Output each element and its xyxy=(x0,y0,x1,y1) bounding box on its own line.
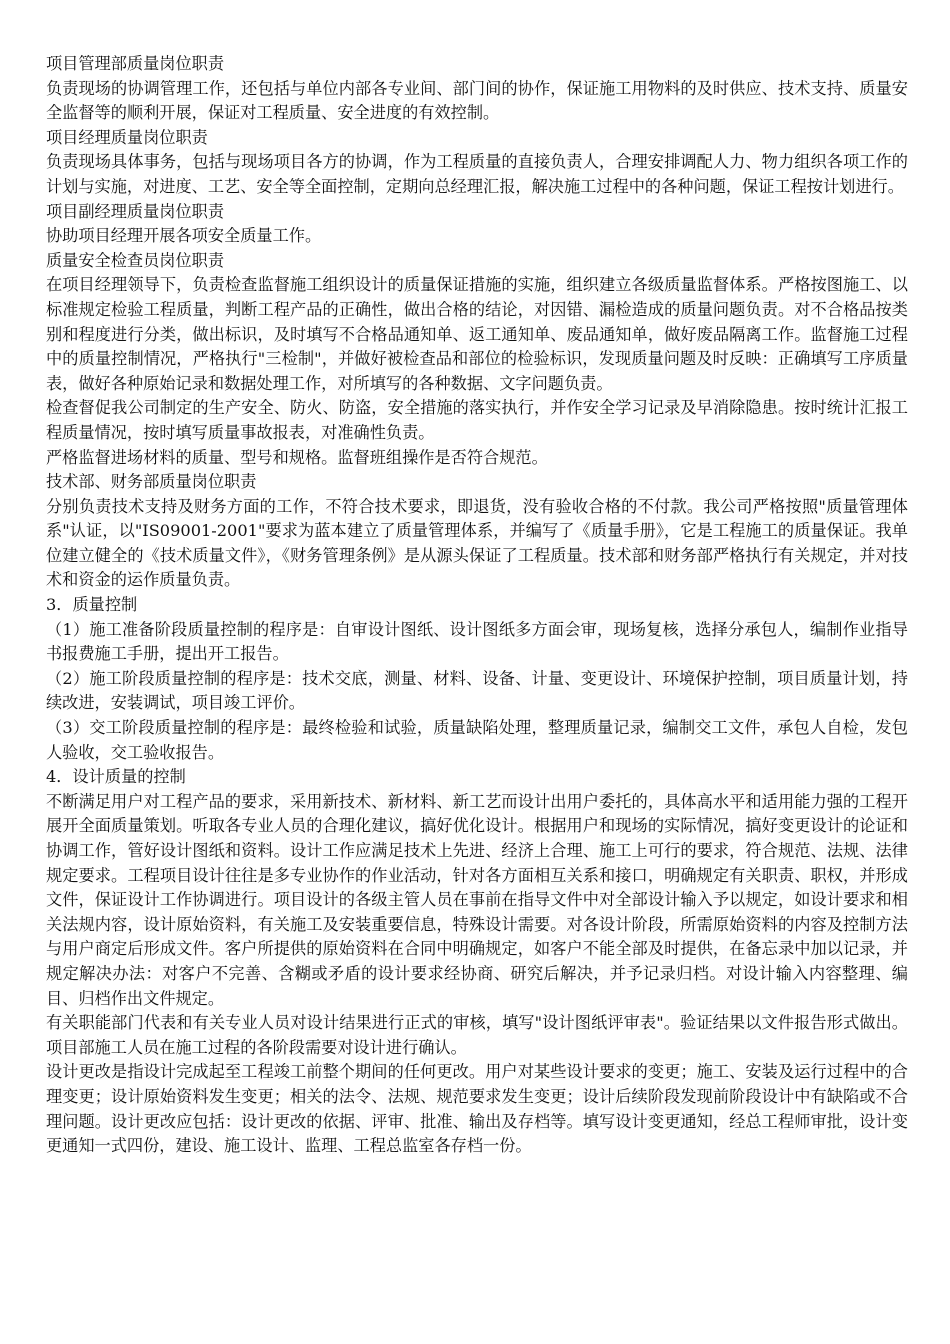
paragraph: 检查督促我公司制定的生产安全、防火、防盗，安全措施的落实执行，并作安全学习记录及早消除隐患。按时统计汇报工程质量情况，按时填写质量事故报表，对准确性负责。 xyxy=(46,398,908,442)
paragraph: 有关职能部门代表和有关专业人员对设计结果进行正式的审核，填写"设计图纸评审表"。验证结果以文件报告形式做出。项目部施工人员在施工过程的各阶段需要对设计进行确认。 xyxy=(46,1013,908,1057)
section-heading: 3．质量控制 xyxy=(46,595,138,615)
paragraph: 设计更改是指设计完成起至工程竣工前整个期间的任何更改。用户对某些设计要求的变更；施工、安装及运行过程中的合理变更；设计原始资料发生变更；相关的法令、法规、规范要求发生变更；设计后续阶段发现前阶段设计中有缺陷或不合理问题。设计更改应包括：设计更改的依据、评审、批准、输出及存档等。填写设计变更通知，经总工程师审批，设计变更通知一式四份，建设、施工设计、监理、工程总监室各存档一份。 xyxy=(46,1062,908,1156)
section-heading: 项目经理质量岗位职责 xyxy=(46,127,208,147)
paragraph: 严格监督进场材料的质量、型号和规格。监督班组操作是否符合规范。 xyxy=(46,447,548,467)
section-heading: 技术部、财务部质量岗位职责 xyxy=(46,472,257,492)
document-body xyxy=(46,52,908,1159)
paragraph: （1）施工准备阶段质量控制的程序是：自审设计图纸、设计图纸多方面会审，现场复核，选择分承包人，编制作业指导书报费施工手册，提出开工报告。 xyxy=(46,619,908,664)
section-project-manager xyxy=(46,126,908,200)
paragraph: 协助项目经理开展各项安全质量工作。 xyxy=(46,226,322,246)
section-project-management-dept xyxy=(46,52,908,126)
section-design-quality-control xyxy=(46,765,908,1159)
section-deputy-project-manager xyxy=(46,200,908,249)
paragraph: （3）交工阶段质量控制的程序是：最终检验和试验，质量缺陷处理，整理质量记录，编制交工文件，承包人自检，发包人验收，交工验收报告。 xyxy=(46,718,908,762)
section-heading: 质量安全检查员岗位职责 xyxy=(46,250,225,270)
section-heading: 4．设计质量的控制 xyxy=(46,767,186,787)
paragraph: （2）施工阶段质量控制的程序是：技术交底，测量、材料、设备、计量、变更设计、环境保护控制，项目质量计划，持续改进，安装调试，项目竣工评价。 xyxy=(46,668,908,713)
paragraph: 分别负责技术支持及财务方面的工作，不符合技术要求，即退货，没有验收合格的不付款。我公司严格按照"质量管理体系"认证，以"IS09001-2001"要求为蓝本建立了质量管理体系，并编写了《质量手册》，它是工程施工的质量保证。我单位建立健全的《技术质量文件》，《财务管理条例》是从源头保证了工程质量。技术部和财务部严格执行有关规定，并对技术和资金的运作质量负责。 xyxy=(46,496,908,590)
section-quality-control xyxy=(46,593,908,765)
paragraph: 在项目经理领导下，负责检查监督施工组织设计的质量保证措施的实施，组织建立各级质量监督体系。严格按图施工、以标准规定检验工程质量，判断工程产品的正确性，做出合格的结论，对因错、漏检造成的质量问题负责。对不合格品按类别和程度进行分类，做出标识，及时填写不合格品通知单、返工通知单、废品通知单，做好废品隔离工作。监督施工过程中的质量控制情况，严格执行"三检制"，并做好被检查品和部位的检验标识，发现质量问题及时反映：正确填写工序质量表，做好各种原始记录和数据处理工作，对所填写的各种数据、文字问题负责。 xyxy=(46,275,908,393)
section-heading: 项目副经理质量岗位职责 xyxy=(46,201,225,221)
paragraph: 不断满足用户对工程产品的要求，采用新技术、新材料、新工艺而设计出用户委托的，具体高水平和适用能力强的工程开展开全面质量策划。听取各专业人员的合理化建议，搞好优化设计。根据用户和现场的实际情况，搞好变更设计的论证和协调工作，管好设计图纸和资料。设计工作应满足技术上先进、经济上合理、施工上可行的要求，符合规范、法规、法律规定要求。工程项目设计往往是多专业协作的作业活动，针对各方面相互关系和接口，明确规定有关职责、职权，并形成文件，保证设计工作协调进行。项目设计的各级主管人员在事前在指导文件中对全部设计输入予以规定，如设计要求和相关法规内容，设计原始资料，有关施工及安装重要信息，特殊设计需要。对各设计阶段，所需原始资料的内容及控制方法与用户商定后形成文件。客户所提供的原始资料在合同中明确规定，如客户不能全部及时提供，在备忘录中加以记录，并规定解决办法：对客户不完善、含糊或矛盾的设计要求经协商、研究后解决，并予记录归档。对设计输入内容整理、编目、归档作出文件规定。 xyxy=(46,791,908,1008)
section-quality-safety-inspector xyxy=(46,249,908,470)
section-tech-finance-dept xyxy=(46,470,908,593)
paragraph: 负责现场具体事务，包括与现场项目各方的协调，作为工程质量的直接负责人，合理安排调配人力、物力组织各项工作的计划与实施，对进度、工艺、安全等全面控制，定期向总经理汇报，解决施工过程中的各种问题，保证工程按计划进行。 xyxy=(46,152,908,196)
paragraph: 负责现场的协调管理工作，还包括与单位内部各专业间、部门间的协作，保证施工用物料的及时供应、技术支持、质量安全监督等的顺利开展，保证对工程质量、安全进度的有效控制。 xyxy=(46,78,908,123)
section-heading: 项目管理部质量岗位职责 xyxy=(46,54,225,73)
